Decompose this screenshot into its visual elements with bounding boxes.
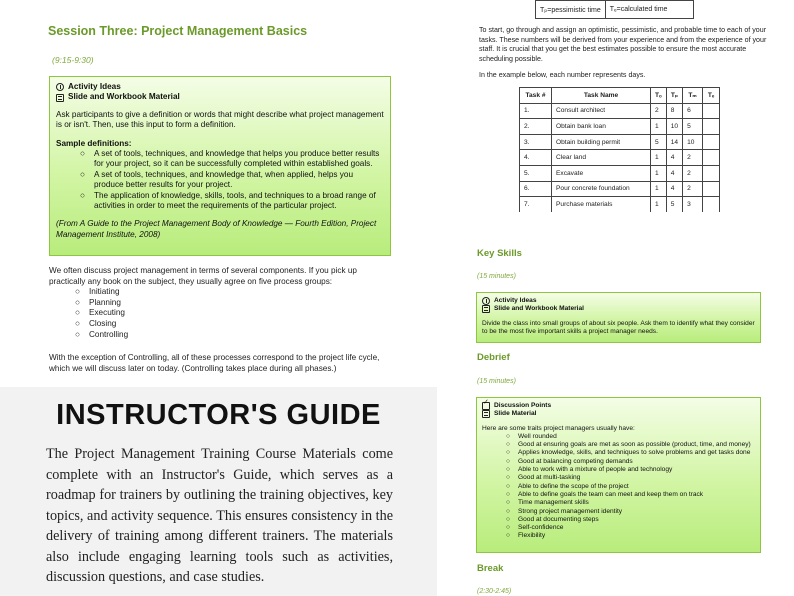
break-time: (2:30-2:45) bbox=[477, 588, 512, 595]
process-intro-block bbox=[49, 266, 389, 340]
session-title: Session Three: Project Management Basics bbox=[48, 24, 308, 38]
list-item: ○ A set of tools, techniques, and knowledge that, when applied, helps you produce better results for your project. bbox=[56, 170, 384, 191]
activity-header bbox=[56, 82, 384, 92]
cell: 4. bbox=[520, 150, 552, 166]
debrief-box bbox=[476, 397, 761, 553]
debrief-heading: Debrief bbox=[477, 352, 510, 363]
instructor-guide-panel bbox=[0, 387, 437, 596]
cell: Clear land bbox=[552, 150, 651, 166]
column-header: Tₚ bbox=[666, 88, 682, 104]
cell: 2 bbox=[683, 181, 703, 197]
traits-list bbox=[482, 433, 755, 541]
list-item: ○ Time management skills bbox=[482, 499, 755, 507]
debrief-time: (15 minutes) bbox=[477, 378, 516, 385]
cell: 4 bbox=[666, 165, 682, 181]
cell: 4 bbox=[666, 181, 682, 197]
session-time: (9:15-9:30) bbox=[52, 55, 94, 65]
activity-box bbox=[49, 76, 391, 256]
material-label: Slide and Workbook Material bbox=[494, 305, 585, 313]
cell: Excavate bbox=[552, 165, 651, 181]
material-header bbox=[56, 92, 384, 102]
slide-icon bbox=[482, 410, 490, 418]
list-item: ○ Able to define the scope of the project bbox=[482, 483, 755, 491]
list-item: ○ Strong project management identity bbox=[482, 508, 755, 516]
citation: (From A Guide to the Project Management Body of Knowledge — Fourth Edition, Project Management Institute, 2008) bbox=[56, 219, 377, 239]
cell: 2 bbox=[651, 103, 667, 119]
cell: 5 bbox=[683, 119, 703, 135]
cell: Obtain bank loan bbox=[552, 119, 651, 135]
cell bbox=[703, 165, 720, 181]
activity-instruction: Ask participants to give a definition or words that might describe what project management is or isn't. Then, use this input to form a definition. bbox=[56, 109, 384, 130]
table-header-row bbox=[520, 88, 720, 104]
column-header: Task Name bbox=[552, 88, 651, 104]
key-skills-time: (15 minutes) bbox=[477, 273, 516, 280]
process-intro: We often discuss project management in terms of several components. If you pick up practically any book on the subject, they usually agree on five process groups: bbox=[49, 266, 357, 286]
page-key-skills bbox=[445, 219, 794, 596]
key-skills-heading: Key Skills bbox=[477, 248, 522, 259]
definitions-list bbox=[56, 149, 384, 211]
material-header bbox=[482, 410, 755, 418]
cell: 6 bbox=[683, 103, 703, 119]
cell: 8 bbox=[666, 103, 682, 119]
cell: 1 bbox=[651, 197, 667, 212]
cell bbox=[703, 119, 720, 135]
cell: Pour concrete foundation bbox=[552, 181, 651, 197]
cell bbox=[703, 103, 720, 119]
break-heading: Break bbox=[477, 563, 504, 574]
list-item: ○ Executing bbox=[49, 308, 389, 319]
list-item: ○ Closing bbox=[49, 319, 389, 330]
slide-icon bbox=[482, 305, 490, 313]
cell: 4 bbox=[666, 150, 682, 166]
cell: 1 bbox=[651, 150, 667, 166]
cell bbox=[703, 150, 720, 166]
material-label: Slide and Workbook Material bbox=[68, 92, 180, 102]
cell bbox=[703, 197, 720, 212]
legend-cell: Tₑ=calculated time bbox=[605, 1, 693, 19]
material-header bbox=[482, 305, 755, 313]
cell: Obtain building permit bbox=[552, 134, 651, 150]
example-note: In the example below, each number represents days. bbox=[479, 71, 646, 79]
cell: 5. bbox=[520, 165, 552, 181]
legend-table bbox=[535, 0, 694, 19]
table-row bbox=[520, 197, 720, 212]
list-item: ○ Able to define goals the team can meet and keep them on track bbox=[482, 491, 755, 499]
list-item: ○ Applies knowledge, skills, and techniques to solve problems and get tasks done bbox=[482, 449, 755, 457]
list-item: ○ The application of knowledge, skills, tools, and techniques to a broad range of activities in order to meet the requirements of the particular project. bbox=[56, 191, 384, 212]
task-table bbox=[519, 87, 720, 212]
cell: 1 bbox=[651, 181, 667, 197]
list-item: ○ Planning bbox=[49, 298, 389, 309]
cell: 14 bbox=[666, 134, 682, 150]
info-icon bbox=[56, 83, 64, 91]
activity-header bbox=[482, 297, 755, 305]
page-session-three bbox=[0, 0, 437, 387]
material-label: Slide Material bbox=[494, 410, 537, 418]
list-item: ○ Good at multi-tasking bbox=[482, 474, 755, 482]
activity-label: Activity Ideas bbox=[68, 82, 121, 91]
list-item: ○ Self-confidence bbox=[482, 524, 755, 532]
cell: 1 bbox=[651, 165, 667, 181]
list-item: ○ Good at documenting steps bbox=[482, 516, 755, 524]
cell: 3 bbox=[683, 197, 703, 212]
table-row bbox=[520, 103, 720, 119]
instructor-guide-description: The Project Management Training Course Materials come complete with an Instructor's Guide, which serves as a roadmap for trainers by outlining the training objectives, key topics, and activity sequence. This ensures consistency in the delivery of training among different trainers. The materials also include engaging learning tools such as activities, discussion questions, and case studies. bbox=[46, 446, 393, 585]
activity-instruction: Divide the class into small groups of about six people. Ask them to identify what they consider to be the most five important skills a project manager needs. bbox=[482, 319, 755, 335]
table-row bbox=[520, 181, 720, 197]
cell: 10 bbox=[666, 119, 682, 135]
list-item: ○ Well rounded bbox=[482, 433, 755, 441]
table-row bbox=[520, 150, 720, 166]
cell: 1 bbox=[651, 119, 667, 135]
list-item: ○ Controlling bbox=[49, 330, 389, 341]
column-header: Tₒ bbox=[651, 88, 667, 104]
sample-heading: Sample definitions: bbox=[56, 138, 132, 148]
cell bbox=[703, 134, 720, 150]
cell: Consult architect bbox=[552, 103, 651, 119]
process-groups-list bbox=[49, 287, 389, 340]
column-header: Tₘ bbox=[683, 88, 703, 104]
list-item: ○ Initiating bbox=[49, 287, 389, 298]
cell: Purchase materials bbox=[552, 197, 651, 212]
traits-intro: Here are some traits project managers usually have: bbox=[482, 424, 635, 432]
table-row bbox=[520, 134, 720, 150]
closing-paragraph: With the exception of Controlling, all of these processes correspond to the project life cycle, which we will discuss later on today. (Controlling takes place during all phases.) bbox=[49, 353, 380, 373]
list-item: ○ A set of tools, techniques, and knowledge that helps you produce better results for your project, so it can be successfully completed within established goals. bbox=[56, 149, 384, 170]
list-item: ○ Good at ensuring goals are met as soon as possible (product, time, and money) bbox=[482, 441, 755, 449]
cell: 1. bbox=[520, 103, 552, 119]
column-header: Tₑ bbox=[703, 88, 720, 104]
info-icon bbox=[482, 297, 490, 305]
discussion-header bbox=[482, 402, 755, 410]
instructor-guide-heading: INSTRUCTOR'S GUIDE bbox=[56, 399, 381, 431]
slide-icon bbox=[56, 94, 64, 102]
table-row bbox=[520, 119, 720, 135]
cell: 2. bbox=[520, 119, 552, 135]
cell: 5 bbox=[651, 134, 667, 150]
cell bbox=[703, 181, 720, 197]
table-row bbox=[520, 165, 720, 181]
cell: 2 bbox=[683, 165, 703, 181]
cell: 6. bbox=[520, 181, 552, 197]
list-item: ○ Good at balancing competing demands bbox=[482, 458, 755, 466]
list-item: ○ Flexibility bbox=[482, 532, 755, 540]
cell: 2 bbox=[683, 150, 703, 166]
cell: 10 bbox=[683, 134, 703, 150]
cell: 5 bbox=[666, 197, 682, 212]
page-time-estimates bbox=[445, 0, 794, 212]
discussion-label: Discussion Points bbox=[494, 402, 552, 409]
estimate-paragraph: To start, go through and assign an optimistic, pessimistic, and probable time to each of your tasks. These numbers will be derived from your experience and from the experience of your staff. It is crucial that you get the best estimates possible to ensure the most accurate scheduling possible. bbox=[479, 26, 767, 63]
list-item: ○ Able to work with a mixture of people and technology bbox=[482, 466, 755, 474]
column-header: Task # bbox=[520, 88, 552, 104]
legend-cell: Tₚ=pessimistic time bbox=[536, 1, 606, 19]
cell: 7. bbox=[520, 197, 552, 212]
activity-label: Activity Ideas bbox=[494, 297, 537, 304]
cell: 3. bbox=[520, 134, 552, 150]
checkbox-icon bbox=[482, 402, 490, 410]
key-skills-activity-box bbox=[476, 292, 761, 343]
